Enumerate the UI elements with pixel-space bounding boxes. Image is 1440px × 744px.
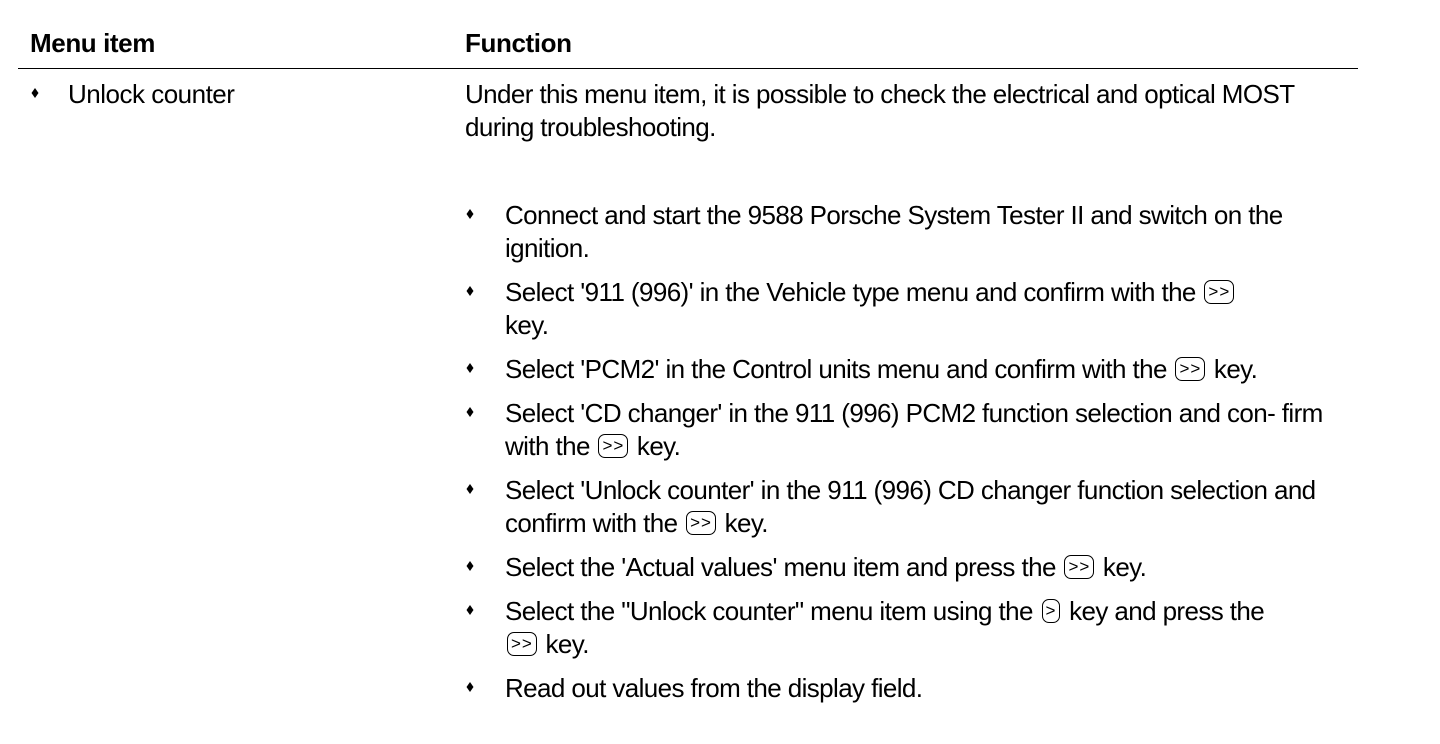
list-item xyxy=(465,672,1355,705)
step-text: Read out values from the display field. xyxy=(505,673,923,703)
procedure-steps xyxy=(465,199,1355,705)
list-item xyxy=(465,595,1355,661)
forward-key-icon: >> xyxy=(1064,555,1094,579)
diamond-bullet-icon xyxy=(465,672,505,705)
list-item xyxy=(465,353,1355,386)
list-item xyxy=(465,551,1355,584)
table-header xyxy=(18,28,1358,69)
column-header-menu-item: Menu item xyxy=(30,28,155,58)
list-item xyxy=(465,397,1355,463)
diamond-bullet-icon xyxy=(465,276,505,309)
step-text: Connect and start the 9588 Porsche System Tester II and switch on the ignition. xyxy=(505,200,1283,263)
list-item xyxy=(465,474,1355,540)
diamond-bullet-icon xyxy=(465,474,505,507)
diamond-bullet-icon xyxy=(465,595,505,628)
diamond-bullet-icon xyxy=(465,199,505,232)
diamond-bullet-icon xyxy=(30,78,68,110)
forward-key-icon: >> xyxy=(686,511,716,535)
menu-item-entry xyxy=(30,78,430,110)
step-text: Select 'CD changer' in the 911 (996) PCM2 function selection and con- firm with the >> key. xyxy=(505,398,1323,461)
list-item xyxy=(465,276,1355,342)
list-item xyxy=(465,199,1355,265)
column-header-function: Function xyxy=(465,28,572,58)
step-text: Select 'PCM2' in the Control units menu and confirm with the >> key. xyxy=(505,354,1258,384)
forward-key-icon: >> xyxy=(1204,280,1234,304)
diamond-bullet-icon xyxy=(465,353,505,386)
diamond-bullet-icon xyxy=(465,551,505,584)
step-text: Select '911 (996)' in the Vehicle type menu and confirm with the >> key. xyxy=(505,276,1355,342)
forward-key-icon: >> xyxy=(598,434,628,458)
step-text: Select 'Unlock counter' in the 911 (996) CD changer function selection and confirm with the >> key. xyxy=(505,475,1316,538)
step-text: Select the "Unlock counter" menu item using the > key and press the >> key. xyxy=(505,596,1265,659)
step-text: Select the 'Actual values' menu item and press the >> key. xyxy=(505,552,1147,582)
menu-item-column xyxy=(30,78,430,110)
function-column xyxy=(465,78,1355,716)
single-forward-key-icon: > xyxy=(1042,599,1061,623)
forward-key-icon: >> xyxy=(507,632,537,656)
forward-key-icon: >> xyxy=(1175,357,1205,381)
diamond-bullet-icon xyxy=(465,397,505,430)
function-intro: Under this menu item, it is possible to check the electrical and optical MOST during troubleshooting. xyxy=(465,79,1295,142)
menu-item-label: Unlock counter xyxy=(68,79,235,109)
